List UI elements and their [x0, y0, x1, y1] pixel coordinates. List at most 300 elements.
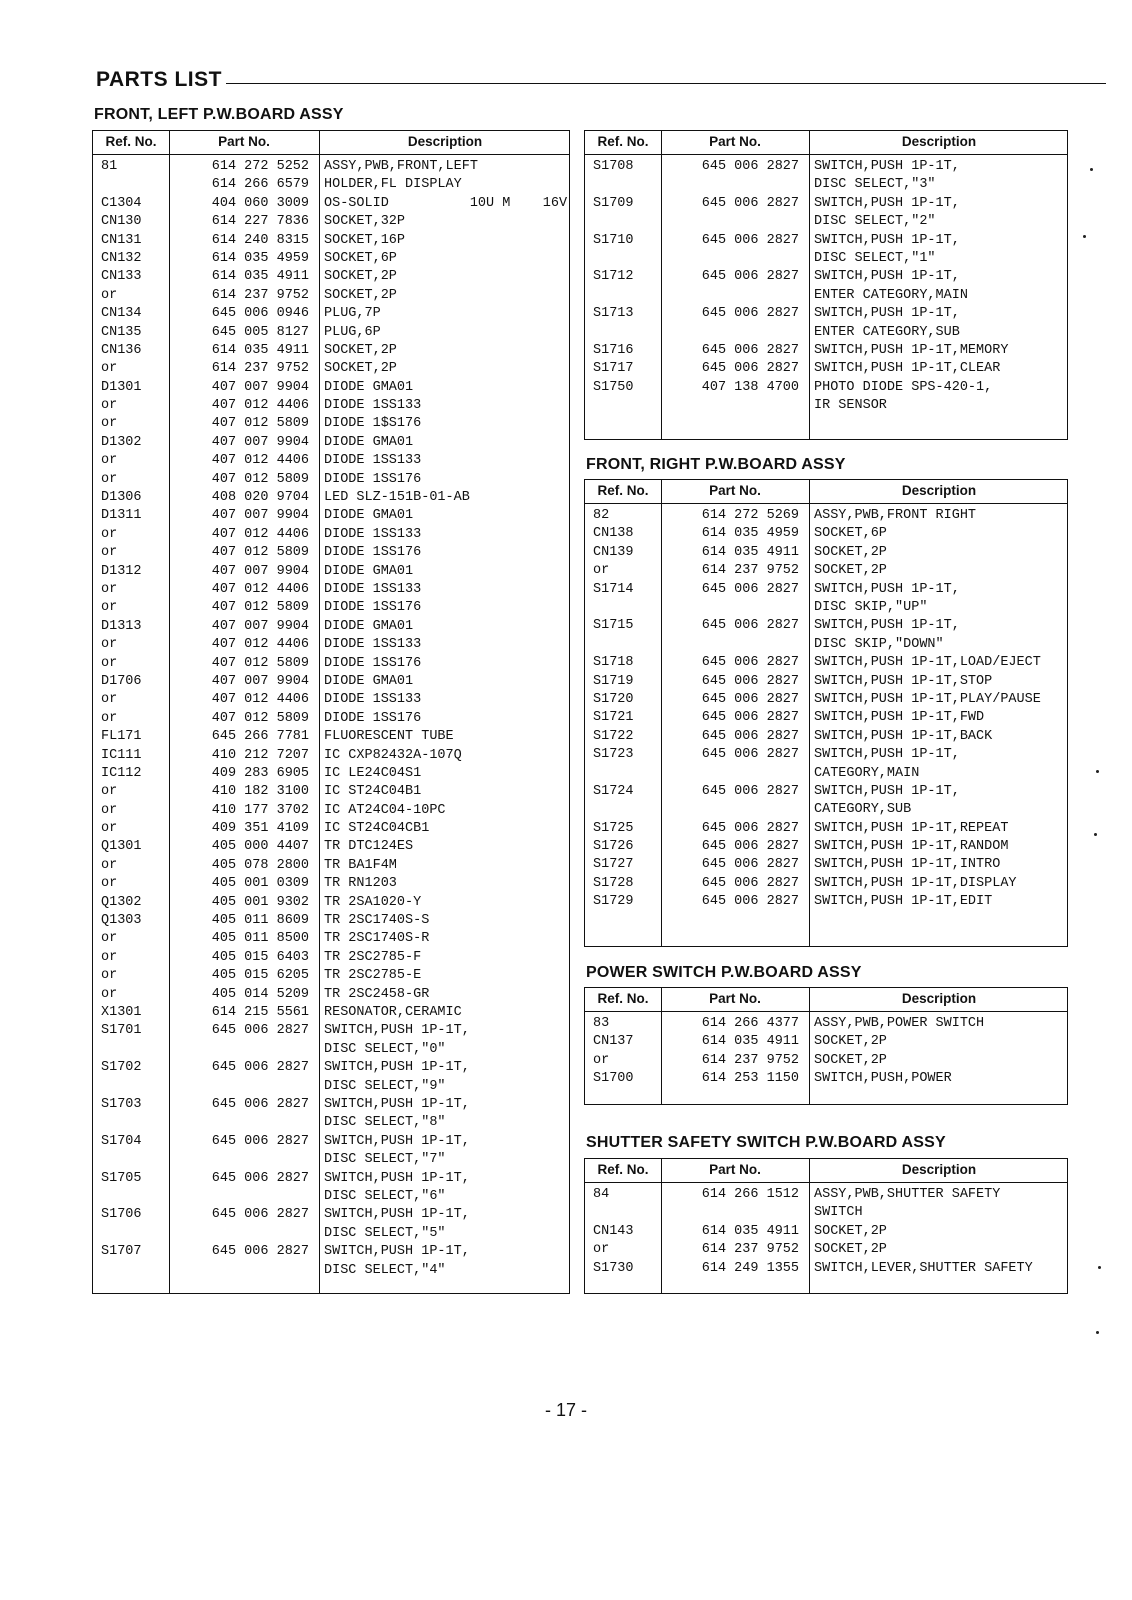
table-row [93, 342, 569, 360]
table-row [93, 415, 569, 433]
part-no: 614 249 1355 [701, 1260, 799, 1276]
table-row [93, 1170, 569, 1207]
part-no: 645 006 2827 [701, 269, 799, 285]
header-ref-no: Ref. No. [105, 134, 157, 149]
description: SWITCH,PUSH 1P-1T, DISC SELECT,"7" [324, 1133, 470, 1168]
ref-no: FL171 [101, 729, 142, 745]
header-part-no: Part No. [709, 991, 761, 1006]
page-number: - 17 - [544, 1400, 587, 1420]
table-row [585, 654, 1067, 672]
ref-no: S1705 [101, 1170, 142, 1186]
part-no: 407 012 4406 [211, 526, 309, 542]
description: SOCKET,2P [814, 1242, 887, 1258]
description: SOCKET,2P [814, 563, 887, 579]
part-no: 645 006 2827 [211, 1060, 309, 1076]
part-no: 645 006 2827 [211, 1207, 309, 1223]
ref-no: or [101, 545, 118, 561]
description: SOCKET,6P [324, 250, 397, 266]
table-row [585, 1241, 1067, 1259]
ref-no: or [101, 398, 118, 414]
part-no: 645 006 2827 [701, 857, 799, 873]
part-no: 614 035 4911 [211, 269, 309, 285]
description: DIODE GMA01 [324, 379, 414, 395]
table-row [93, 581, 569, 599]
table-row [585, 1015, 1067, 1033]
part-no: 409 283 6905 [211, 765, 309, 781]
description: TR 2SC1740S-S [324, 913, 430, 929]
ref-no: S1729 [593, 894, 634, 910]
ref-no: S1722 [593, 728, 634, 744]
parts-table [584, 1158, 1068, 1294]
ref-no: or [101, 857, 118, 873]
part-no: 614 035 4911 [701, 544, 799, 560]
part-no: 407 007 9904 [211, 379, 309, 395]
header-part-no: Part No. [709, 483, 761, 498]
description: SWITCH,PUSH 1P-1T,STOP [814, 673, 993, 689]
ref-no: S1703 [101, 1096, 142, 1112]
section-title: FRONT, RIGHT P.W.BOARD ASSY [586, 456, 846, 473]
description: SWITCH,PUSH 1P-1T, DISC SELECT,"6" [324, 1170, 470, 1204]
ref-no: or [101, 784, 118, 800]
part-no: 614 266 1512 [701, 1187, 799, 1202]
part-no: 614 035 4959 [211, 250, 309, 266]
ref-no: S1712 [593, 269, 634, 285]
part-no: 409 351 4109 [211, 821, 309, 837]
description: SWITCH,PUSH 1P-1T, DISC SELECT,"9" [324, 1060, 470, 1094]
table-row [93, 287, 569, 305]
description: IC AT24C04-10PC [324, 802, 446, 818]
part-no: 407 012 5809 [211, 655, 309, 671]
parts-table [584, 130, 1068, 440]
table-row [585, 728, 1067, 746]
part-no: 614 035 4911 [701, 1223, 799, 1239]
part-no: 405 001 9302 [211, 894, 309, 910]
description: DIODE 1SS133 [324, 398, 422, 414]
ref-no: or [101, 968, 118, 984]
part-no: 614 227 7836 [211, 214, 309, 230]
table-row [585, 195, 1067, 232]
table-row [585, 342, 1067, 360]
table-row [93, 397, 569, 415]
description: DIODE GMA01 [324, 563, 414, 579]
header-description: Description [901, 991, 977, 1006]
description: SWITCH,PUSH 1P-1T, DISC SELECT,"1" [814, 232, 960, 266]
table-row [93, 1243, 569, 1280]
part-no: 614 035 4911 [211, 342, 309, 358]
part-no: 614 237 9752 [701, 1052, 799, 1068]
table-row [585, 820, 1067, 838]
part-no: 614 237 9752 [701, 1242, 799, 1258]
table-body [93, 158, 569, 1280]
table-row [93, 802, 569, 820]
table-row [93, 728, 569, 746]
header-description: Description [901, 1162, 977, 1177]
table-row [585, 158, 1067, 195]
ref-no: or [593, 563, 610, 579]
table-row [93, 305, 569, 323]
ref-no: or [101, 876, 118, 892]
header-ref-no: Ref. No. [597, 483, 649, 498]
description: IC CXP82432A-107Q [324, 747, 462, 763]
description: DIODE 1SS133 [324, 637, 422, 653]
ref-no: S1715 [593, 618, 634, 634]
part-no: 614 215 5561 [211, 1004, 309, 1020]
table-row [93, 894, 569, 912]
part-no: 404 060 3009 [211, 195, 309, 211]
table-row [93, 1022, 569, 1059]
table-body [585, 158, 1067, 416]
ref-no: S1717 [593, 361, 634, 377]
description: SOCKET,2P [324, 361, 397, 377]
part-no: 645 006 2827 [701, 342, 799, 358]
table-row [93, 250, 569, 268]
ref-no: S1714 [593, 581, 634, 597]
part-no: 645 006 2827 [701, 159, 799, 174]
table-row [93, 967, 569, 985]
table-row [93, 930, 569, 948]
table-row [93, 489, 569, 507]
description: SWITCH,PUSH 1P-1T, DISC SELECT,"0" [324, 1023, 470, 1057]
ref-no: D1302 [101, 434, 142, 450]
ref-no: or [101, 821, 118, 837]
part-no: 645 006 2827 [701, 618, 799, 634]
description: ASSY,PWB,FRONT RIGHT [814, 508, 977, 523]
ref-no: or [101, 287, 118, 303]
description: ASSY,PWB,FRONT,LEFT [324, 159, 478, 174]
table-row [93, 1059, 569, 1096]
description: SOCKET,2P [814, 1223, 887, 1239]
table-row [93, 563, 569, 581]
part-no: 645 006 2827 [211, 1170, 309, 1186]
table-row [585, 525, 1067, 543]
description: PLUG,7P [324, 306, 381, 322]
description: SWITCH,PUSH 1P-1T, DISC SELECT,"2" [814, 195, 960, 230]
description: SOCKET,2P [324, 269, 397, 285]
part-no: 614 035 4911 [701, 1034, 799, 1050]
description: IC ST24C04CB1 [324, 821, 430, 837]
ref-no: IC111 [101, 747, 142, 763]
table-row [585, 617, 1067, 654]
table-row [93, 747, 569, 765]
ref-no: or [101, 637, 118, 653]
table-row [93, 1206, 569, 1243]
ref-no: S1702 [101, 1060, 142, 1076]
part-no: 407 007 9904 [211, 673, 309, 689]
part-no: 645 006 2827 [701, 655, 799, 671]
description: SWITCH,PUSH 1P-1T, DISC SKIP,"DOWN" [814, 618, 960, 652]
table-row [93, 857, 569, 875]
table-row [93, 765, 569, 783]
table-row [93, 655, 569, 673]
ref-no: IC112 [101, 765, 142, 781]
part-no: 407 007 9904 [211, 508, 309, 524]
section-title: POWER SWITCH P.W.BOARD ASSY [586, 964, 862, 981]
table-body [585, 507, 1067, 912]
ref-no: S1709 [593, 195, 634, 211]
part-no: 645 006 2827 [701, 361, 799, 377]
ref-no: Q1301 [101, 839, 142, 855]
margin-mark [1096, 1331, 1099, 1334]
ref-no: S1700 [593, 1071, 634, 1087]
table-row [585, 305, 1067, 342]
ref-no: S1716 [593, 342, 634, 358]
part-no: 645 005 8127 [211, 324, 309, 340]
table-row [585, 1186, 1067, 1223]
ref-no: 84 [593, 1187, 610, 1202]
description: SWITCH,PUSH 1P-1T,MEMORY [814, 342, 1009, 358]
description: TR 2SC2458-GR [324, 986, 430, 1002]
ref-no: S1723 [593, 747, 634, 763]
ref-no: S1724 [593, 783, 634, 799]
ref-no: CN134 [101, 306, 142, 322]
part-no: 645 006 2827 [701, 820, 799, 836]
ref-no: S1730 [593, 1260, 634, 1276]
table-row [93, 526, 569, 544]
ref-no: CN133 [101, 269, 142, 285]
ref-no: or [101, 600, 118, 616]
ref-no: CN136 [101, 342, 142, 358]
ref-no: or [101, 581, 118, 597]
part-no: 645 006 2827 [701, 691, 799, 707]
part-no: 645 266 7781 [211, 729, 309, 745]
header-ref-no: Ref. No. [597, 134, 649, 149]
ref-no: S1707 [101, 1244, 142, 1260]
table-row [585, 1033, 1067, 1051]
header-rule [96, 83, 1106, 84]
part-no: 614 272 5252 [211, 159, 309, 174]
part-no: 407 012 5809 [211, 600, 309, 616]
description: TR BA1F4M [324, 857, 397, 873]
table-row [93, 1096, 569, 1133]
part-no: 410 177 3702 [211, 802, 309, 818]
description: DIODE 1SS176 [324, 471, 422, 487]
table-row [93, 912, 569, 930]
table-row [93, 986, 569, 1004]
ref-no: S1725 [593, 820, 634, 836]
table-row [585, 379, 1067, 416]
description: SOCKET,2P [814, 544, 887, 560]
description: SWITCH,PUSH 1P-1T,LOAD/EJECT [814, 655, 1041, 671]
description: SWITCH,PUSH 1P-1T,DISPLAY [814, 875, 1017, 891]
description: SWITCH,PUSH 1P-1T,PLAY/PAUSE [814, 691, 1041, 707]
table-row [585, 838, 1067, 856]
header-part-no: Part No. [709, 134, 761, 149]
table-row [93, 158, 569, 176]
table-row [93, 379, 569, 397]
description: IC LE24C04S1 [324, 765, 422, 781]
part-no: 407 012 4406 [211, 637, 309, 653]
page-header [96, 66, 1106, 96]
ref-no: Q1302 [101, 894, 142, 910]
ref-no: CN135 [101, 324, 142, 340]
description: SWITCH,PUSH 1P-1T,REPEAT [814, 820, 1009, 836]
ref-no: CN139 [593, 544, 634, 560]
part-no: 614 240 8315 [211, 232, 309, 248]
table-row [93, 268, 569, 286]
part-no: 614 035 4959 [701, 526, 799, 542]
section-title: FRONT, LEFT P.W.BOARD ASSY [94, 106, 344, 123]
table-row [93, 195, 569, 213]
part-no: 645 006 2827 [211, 1133, 309, 1149]
parts-table [92, 130, 570, 1294]
table-row [585, 507, 1067, 525]
description: TR RN1203 [324, 876, 397, 892]
part-no: 645 006 2827 [701, 875, 799, 891]
table-row [585, 893, 1067, 911]
description: DIODE 1SS176 [324, 600, 422, 616]
margin-mark [1098, 1266, 1101, 1269]
table-row [93, 949, 569, 967]
ref-no: or [101, 802, 118, 818]
table-row [93, 471, 569, 489]
part-no: 645 006 2827 [701, 306, 799, 322]
table-body [585, 1015, 1067, 1089]
table-body [585, 1186, 1067, 1278]
ref-no: CN132 [101, 250, 142, 266]
parts-table [584, 987, 1068, 1105]
part-no: 645 006 2827 [701, 839, 799, 855]
description: DIODE 1SS133 [324, 526, 422, 542]
table-row [93, 360, 569, 378]
table-row [585, 673, 1067, 691]
part-no: 405 015 6403 [211, 949, 309, 965]
table-row [93, 324, 569, 342]
table-header [93, 131, 569, 155]
part-no: 645 006 2827 [701, 673, 799, 689]
description: LED SLZ-151B-01-AB [324, 490, 470, 506]
table-row [93, 176, 569, 194]
ref-no: or [593, 1242, 610, 1258]
part-no: 407 012 5809 [211, 545, 309, 561]
description: SWITCH,PUSH 1P-1T,CLEAR [814, 361, 1001, 377]
table-row [585, 746, 1067, 783]
description: SOCKET,2P [324, 287, 397, 303]
description: FLUORESCENT TUBE [324, 729, 454, 745]
part-no: 407 007 9904 [211, 563, 309, 579]
part-no: 407 007 9904 [211, 618, 309, 634]
description: SOCKET,2P [814, 1052, 887, 1068]
ref-no: S1701 [101, 1023, 142, 1039]
description: DIODE 1$S176 [324, 416, 422, 432]
ref-no: Q1303 [101, 913, 142, 929]
part-no: 407 012 4406 [211, 581, 309, 597]
ref-no: CN143 [593, 1223, 634, 1239]
ref-no: S1750 [593, 379, 634, 395]
table-row [585, 1260, 1067, 1278]
description: TR 2SC1740S-R [324, 931, 430, 947]
description: SWITCH,PUSH 1P-1T, ENTER CATEGORY,SUB [814, 306, 960, 340]
part-no: 405 000 4407 [211, 839, 309, 855]
part-no: 407 012 5809 [211, 471, 309, 487]
ref-no: S1720 [593, 691, 634, 707]
part-no: 645 006 2827 [211, 1244, 309, 1260]
description: SOCKET,6P [814, 526, 887, 542]
table-row [585, 562, 1067, 580]
part-no: 405 078 2800 [211, 857, 309, 873]
ref-no: CN138 [593, 526, 634, 542]
ref-no: S1719 [593, 673, 634, 689]
part-no: 614 266 6579 [211, 177, 309, 193]
description: SWITCH,PUSH 1P-1T,FWD [814, 710, 985, 726]
ref-no: S1727 [593, 857, 634, 873]
table-row [93, 875, 569, 893]
description: DIODE GMA01 [324, 673, 414, 689]
ref-no: D1301 [101, 379, 142, 395]
description: DIODE 1SS176 [324, 710, 422, 726]
parts-table [584, 479, 1068, 947]
ref-no: X1301 [101, 1004, 142, 1020]
ref-no: S1718 [593, 655, 634, 671]
part-no: 645 006 2827 [701, 195, 799, 211]
header-description: Description [901, 134, 977, 149]
description: DIODE 1SS176 [324, 655, 422, 671]
part-no: 407 012 4406 [211, 692, 309, 708]
description: SWITCH,PUSH 1P-1T, CATEGORY,SUB [814, 783, 960, 818]
description: OS-SOLID 10U M 16V [324, 195, 568, 211]
part-no: 410 182 3100 [211, 784, 309, 800]
part-no: 645 006 2827 [701, 581, 799, 597]
description: SWITCH,PUSH 1P-1T, DISC SELECT,"3" [814, 159, 960, 193]
margin-mark [1083, 235, 1086, 238]
part-no: 645 006 2827 [211, 1023, 309, 1039]
part-no: 645 006 2827 [701, 783, 799, 799]
part-no: 645 006 2827 [701, 894, 799, 910]
description: DIODE 1SS133 [324, 453, 422, 469]
ref-no: S1706 [101, 1207, 142, 1223]
table-row [93, 452, 569, 470]
description: SWITCH,PUSH 1P-1T, CATEGORY,MAIN [814, 747, 960, 781]
table-row [93, 544, 569, 562]
ref-no: or [101, 471, 118, 487]
description: TR 2SC2785-F [324, 949, 422, 965]
description: PLUG,6P [324, 324, 381, 340]
table-row [585, 783, 1067, 820]
table-row [93, 691, 569, 709]
ref-no: D1311 [101, 508, 142, 524]
ref-no: or [101, 526, 118, 542]
description: DIODE GMA01 [324, 508, 414, 524]
table-row [585, 581, 1067, 618]
description: DIODE 1SS176 [324, 545, 422, 561]
description: SWITCH,PUSH 1P-1T,INTRO [814, 857, 1001, 873]
table-header [585, 480, 1067, 504]
part-no: 614 266 4377 [701, 1016, 799, 1031]
header-ref-no: Ref. No. [597, 1162, 649, 1177]
margin-mark [1094, 833, 1097, 836]
ref-no: or [101, 692, 118, 708]
ref-no: CN137 [593, 1034, 634, 1050]
description: SWITCH,PUSH 1P-1T, ENTER CATEGORY,MAIN [814, 269, 968, 303]
description: SWITCH,PUSH,POWER [814, 1071, 952, 1087]
description: PHOTO DIODE SPS-420-1, IR SENSOR [814, 379, 993, 414]
description: SOCKET,16P [324, 232, 406, 248]
description: TR 2SC2785-E [324, 968, 422, 984]
part-no: 614 253 1150 [701, 1071, 799, 1087]
table-row [93, 673, 569, 691]
table-row [585, 709, 1067, 727]
table-row [93, 820, 569, 838]
description: SOCKET,2P [814, 1034, 887, 1050]
description: DIODE 1SS133 [324, 692, 422, 708]
ref-no: D1306 [101, 490, 142, 506]
ref-no: S1721 [593, 710, 634, 726]
header-ref-no: Ref. No. [597, 991, 649, 1006]
part-no: 405 015 6205 [211, 968, 309, 984]
part-no: 407 012 5809 [211, 710, 309, 726]
table-row [93, 783, 569, 801]
part-no: 645 006 0946 [211, 306, 309, 322]
ref-no: or [101, 453, 118, 469]
